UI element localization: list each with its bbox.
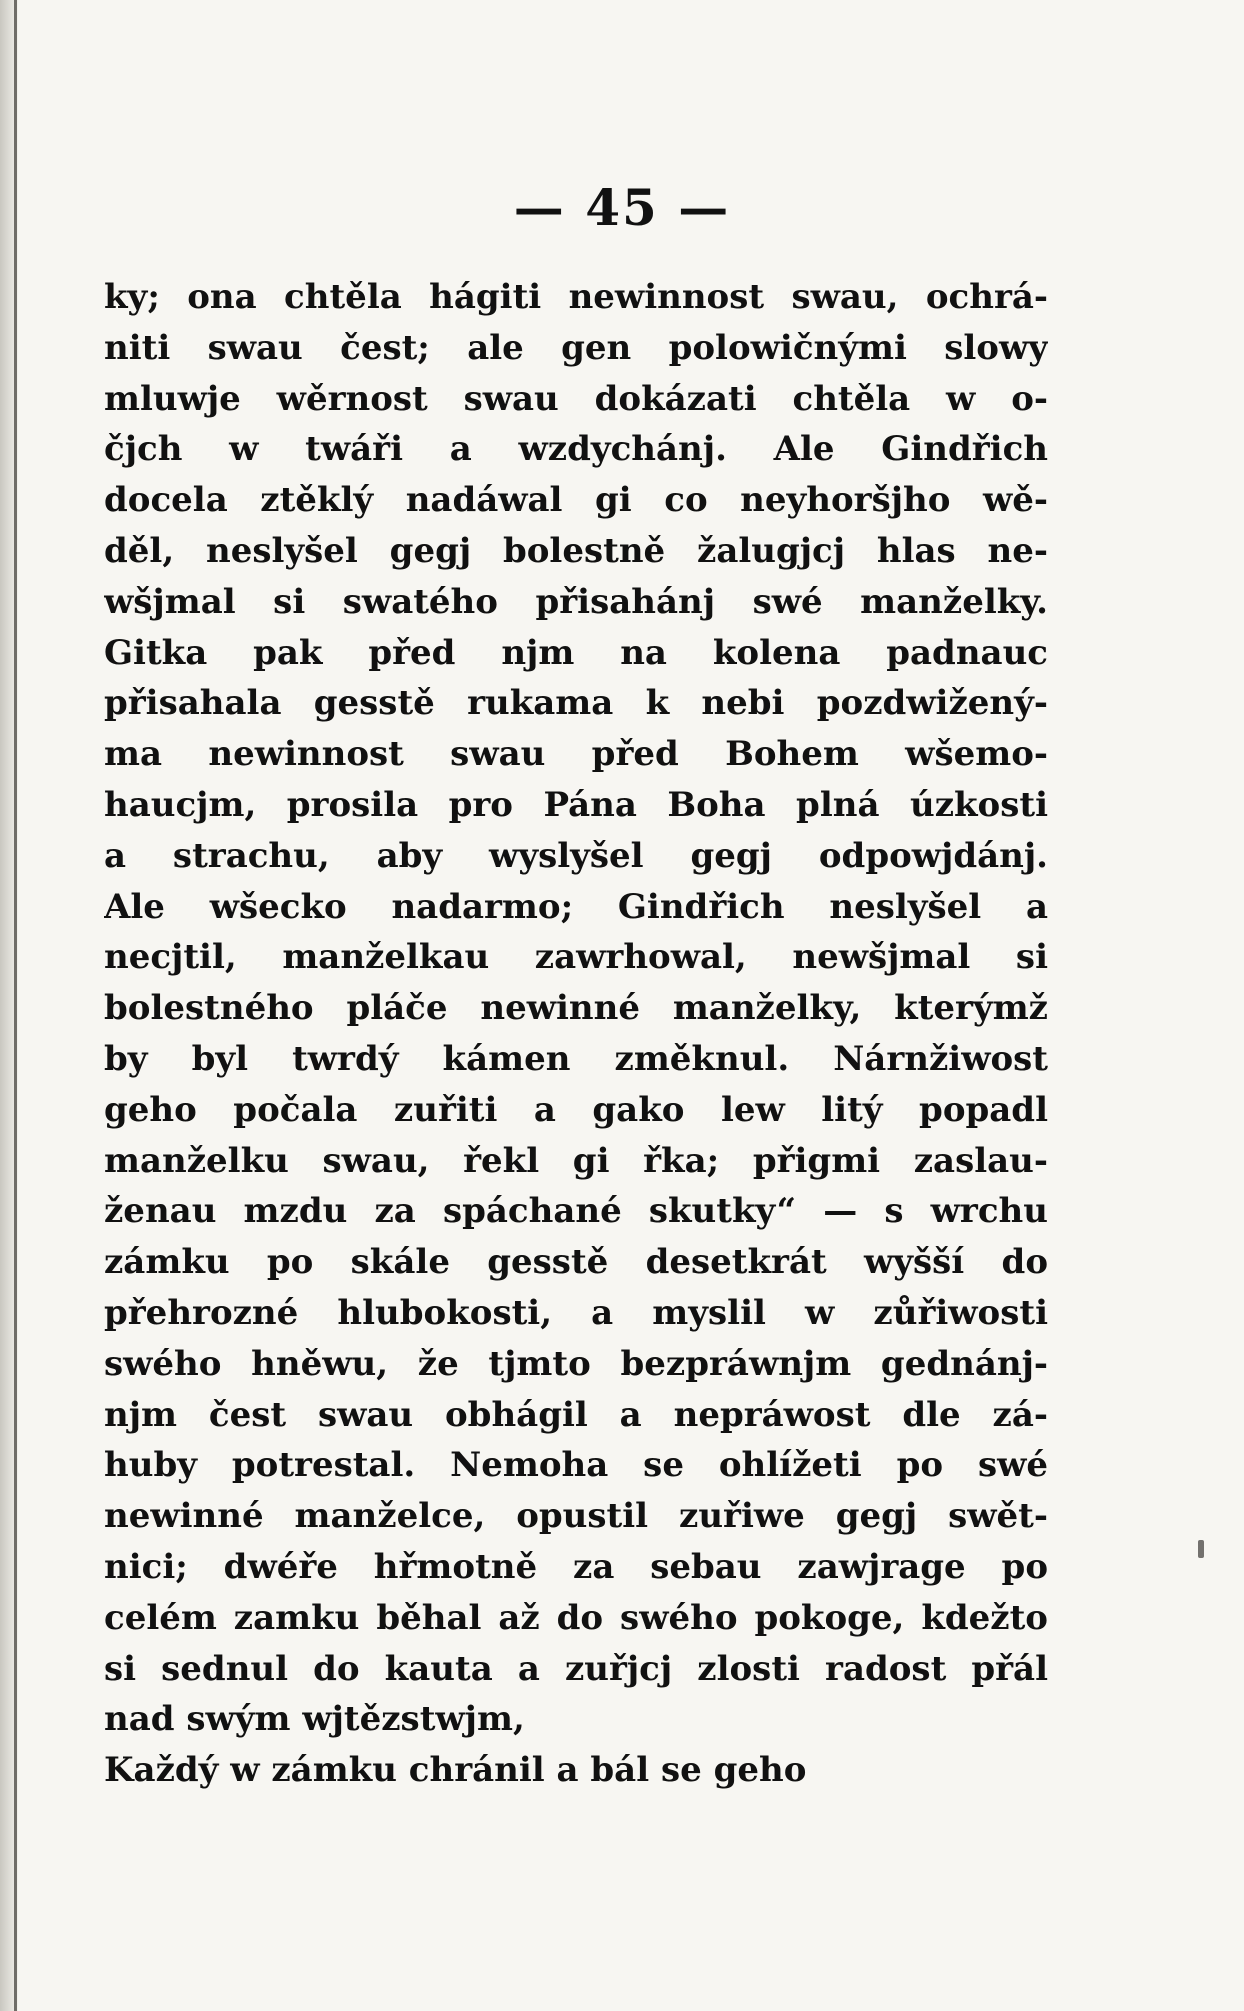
text-line: Gitka pak před njm na kolena padnauc	[104, 632, 1048, 673]
text-line: docela ztěklý nadáwal gi co neyhoršjho wě-	[104, 480, 1048, 521]
text-line: mluwje wěrnost swau dokázati chtěla w o-	[104, 378, 1048, 419]
text-line: geho počala zuřiti a gako lew litý popadl	[104, 1089, 1048, 1130]
text-line: manželku swau, řekl gi řka; přigmi zaslau-	[104, 1140, 1048, 1181]
text-line: by byl twrdý kámen změknul. Nárnžiwost	[104, 1038, 1048, 1079]
text-line: si sednul do kauta a zuřjcj zlosti radost přál	[104, 1648, 1048, 1689]
page-body	[104, 272, 1048, 1796]
text-line: swého hněwu, že tjmto bezpráwnjm gednánj-	[104, 1343, 1048, 1384]
text-line: bolestného pláče newinné manželky, kterýmž	[104, 988, 1048, 1029]
ink-speck	[1198, 1540, 1204, 1558]
text-line: haucjm, prosila pro Pána Boha plná úzkosti	[104, 784, 1048, 825]
text-line: celém zamku běhal až do swého pokoge, kdežto	[104, 1597, 1048, 1638]
text-line: newinné manželce, opustil zuřiwe gegj swět-	[104, 1496, 1048, 1537]
text-line: ma newinnost swau před Bohem wšemo-	[104, 734, 1048, 775]
text-line: přisahala gesstě rukama k nebi pozdwižený-	[104, 683, 1048, 724]
text-line: ky; ona chtěla hágiti newinnost swau, ochrá-	[104, 277, 1048, 317]
text-line: niti swau čest; ale gen polowičnými slowy	[104, 327, 1048, 368]
text-line: děl, neslyšel gegj bolestně žalugjcj hlas ne-	[104, 530, 1048, 571]
text-line: Ale wšecko nadarmo; Gindřich neslyšel a	[104, 886, 1048, 927]
text-line: ženau mzdu za spáchané skutky“ — s wrchu	[104, 1191, 1048, 1232]
text-line: huby potrestal. Nemoha se ohlížeti po swé	[104, 1445, 1048, 1486]
text-line: a strachu, aby wyslyšel gegj odpowjdánj.	[104, 835, 1048, 876]
binding-edge	[14, 0, 17, 2011]
text-line: nici; dwéře hřmotně za sebau zawjrage po	[104, 1546, 1048, 1587]
text-line: přehrozné hlubokosti, a myslil w zůřiwosti	[104, 1292, 1048, 1333]
text-line: čjch w twáři a wzdychánj. Ale Gindřich	[104, 429, 1048, 470]
text-line: Každý w zámku chránil a bál se geho	[104, 1750, 807, 1791]
text-line: wšjmal si swatého přisahánj swé manželky.	[104, 581, 1048, 622]
text-line: njm čest swau obhágil a nepráwost dle zá-	[104, 1394, 1048, 1435]
text-line: nad swým wjtězstwjm,	[104, 1699, 525, 1740]
text-line: zámku po skále gesstě desetkrát wyšší do	[104, 1242, 1048, 1283]
text-line: necjtil, manželkau zawrhowal, newšjmal si	[104, 937, 1048, 978]
page-number: — 45 —	[513, 178, 731, 237]
